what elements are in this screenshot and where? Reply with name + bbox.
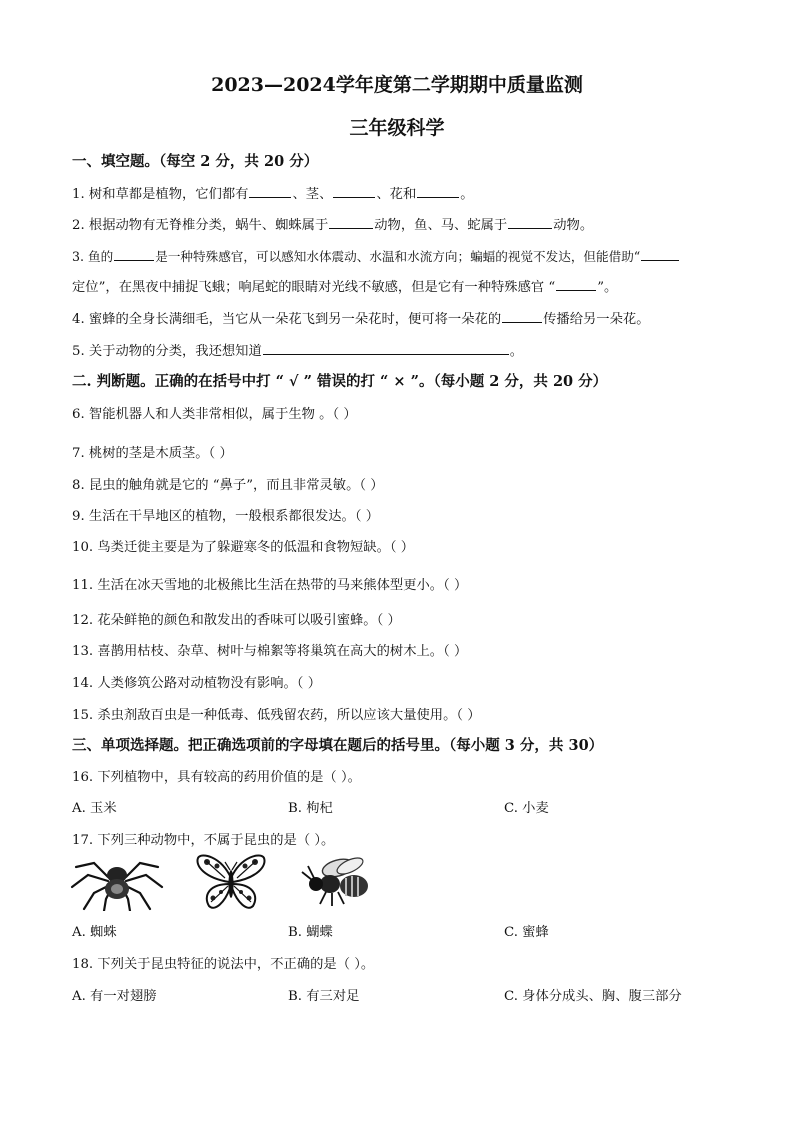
section3-heading: 三、单项选择题。把正确选项前的字母填在题后的括号里。（每小题 3 分，共 30） bbox=[72, 737, 604, 754]
judge-item: 8. 昆虫的触角就是它的 “鼻子”，而且非常灵敏。（ ） bbox=[72, 478, 384, 493]
question-16: 16. 下列植物中，具有较高的药用价值的是（ ）。 bbox=[72, 770, 361, 785]
judge-item: 13. 喜鹊用枯枝、杂草、树叶与棉絮等将巢筑在高大的树木上。（ ） bbox=[72, 644, 468, 659]
answer-blank[interactable] bbox=[329, 214, 373, 229]
question-1 bbox=[72, 183, 474, 202]
answer-blank[interactable] bbox=[508, 214, 552, 229]
answer-blank[interactable] bbox=[417, 183, 459, 198]
q1-text-d: 。 bbox=[460, 187, 474, 202]
spider-image bbox=[70, 853, 164, 911]
question-4 bbox=[72, 308, 650, 327]
option-b: B. 蝴蝶 bbox=[288, 925, 333, 940]
q3-text-d: ”。 bbox=[597, 280, 618, 295]
option-c: C. 蜜蜂 bbox=[504, 925, 549, 940]
butterfly-image bbox=[195, 852, 267, 914]
q4-text-a: 4. 蜜蜂的全身长满细毛，当它从一朵花飞到另一朵花时，便可将一朵花的 bbox=[72, 312, 502, 327]
option-c: C. 小麦 bbox=[504, 801, 549, 816]
judge-item: 10. 鸟类迁徙主要是为了躲避寒冬的低温和食物短缺。（ ） bbox=[72, 540, 415, 555]
judge-item: 9. 生活在干旱地区的植物，一般根系都很发达。（ ） bbox=[72, 509, 380, 524]
option-a: A. 蜘蛛 bbox=[72, 925, 117, 940]
q3-text-a: 3. 鱼的 bbox=[72, 249, 114, 264]
exam-subtitle: 三年级科学 bbox=[349, 117, 445, 139]
judge-item: 12. 花朵鲜艳的颜色和散发出的香味可以吸引蜜蜂。（ ） bbox=[72, 613, 401, 628]
bee-image bbox=[296, 852, 374, 908]
q5-text-a: 5. 关于动物的分类，我还想知道 bbox=[72, 344, 262, 359]
q2-text-b: 动物，鱼、马、蛇属于 bbox=[374, 218, 508, 233]
q3-text-c: 定位”，在黑夜中捕捉飞蛾；响尾蛇的眼睛对光线不敏感，但是它有一种特殊感官 “ bbox=[72, 280, 556, 295]
answer-blank[interactable] bbox=[263, 340, 509, 355]
question-17: 17. 下列三种动物中，不属于昆虫的是（ ）。 bbox=[72, 833, 335, 848]
q4-text-b: 传播给另一朵花。 bbox=[543, 312, 650, 327]
exam-title: 2023—2024学年度第二学期期中质量监测 bbox=[211, 74, 583, 96]
q1-text-c: 、花和 bbox=[376, 187, 417, 202]
question-3-line-2 bbox=[72, 276, 617, 295]
question-2 bbox=[72, 214, 593, 233]
answer-blank[interactable] bbox=[641, 246, 679, 261]
judge-item: 7. 桃树的茎是木质茎。（ ） bbox=[72, 446, 233, 461]
question-18: 18. 下列关于昆虫特征的说法中，不正确的是（ ）。 bbox=[72, 957, 375, 972]
q5-text-b: 。 bbox=[509, 344, 524, 359]
judge-item: 11. 生活在冰天雪地的北极熊比生活在热带的马来熊体型更小。（ ） bbox=[72, 578, 468, 593]
answer-blank[interactable] bbox=[502, 308, 542, 323]
option-b: B. 有三对足 bbox=[288, 989, 360, 1004]
question-3-line-1 bbox=[72, 246, 680, 265]
answer-blank[interactable] bbox=[249, 183, 291, 198]
option-c: C. 身体分成头、胸、腹三部分 bbox=[504, 989, 682, 1004]
option-b: B. 枸杞 bbox=[288, 801, 333, 816]
section2-heading: 二. 判断题。正确的在括号中打 “ √ ” 错误的打 “ × ”。（每小题 2 分，共 20 分） bbox=[72, 373, 608, 390]
answer-blank[interactable] bbox=[556, 276, 596, 291]
q1-text-b: 、茎、 bbox=[292, 187, 333, 202]
answer-blank[interactable] bbox=[114, 246, 154, 261]
answer-blank[interactable] bbox=[333, 183, 375, 198]
section1-heading: 一、填空题。（每空 2 分，共 20 分） bbox=[72, 153, 319, 170]
q1-text-a: 1. 树和草都是植物，它们都有 bbox=[72, 187, 249, 202]
option-a: A. 有一对翅膀 bbox=[72, 989, 157, 1004]
question-5 bbox=[72, 340, 523, 359]
judge-item: 15. 杀虫剂敌百虫是一种低毒、低残留农药，所以应该大量使用。（ ） bbox=[72, 708, 481, 723]
judge-item: 14. 人类修筑公路对动植物没有影响。（ ） bbox=[72, 676, 321, 691]
q3-text-b: 是一种特殊感官，可以感知水体震动、水温和水流方向；蝙蝠的视觉不发达，但能借助“ bbox=[155, 249, 641, 264]
judge-item: 6. 智能机器人和人类非常相似，属于生物 。（ ） bbox=[72, 407, 357, 422]
q2-text-a: 2. 根据动物有无脊椎分类，蜗牛、蜘蛛属于 bbox=[72, 218, 329, 233]
q2-text-c: 动物。 bbox=[553, 218, 594, 233]
option-a: A. 玉米 bbox=[72, 801, 117, 816]
